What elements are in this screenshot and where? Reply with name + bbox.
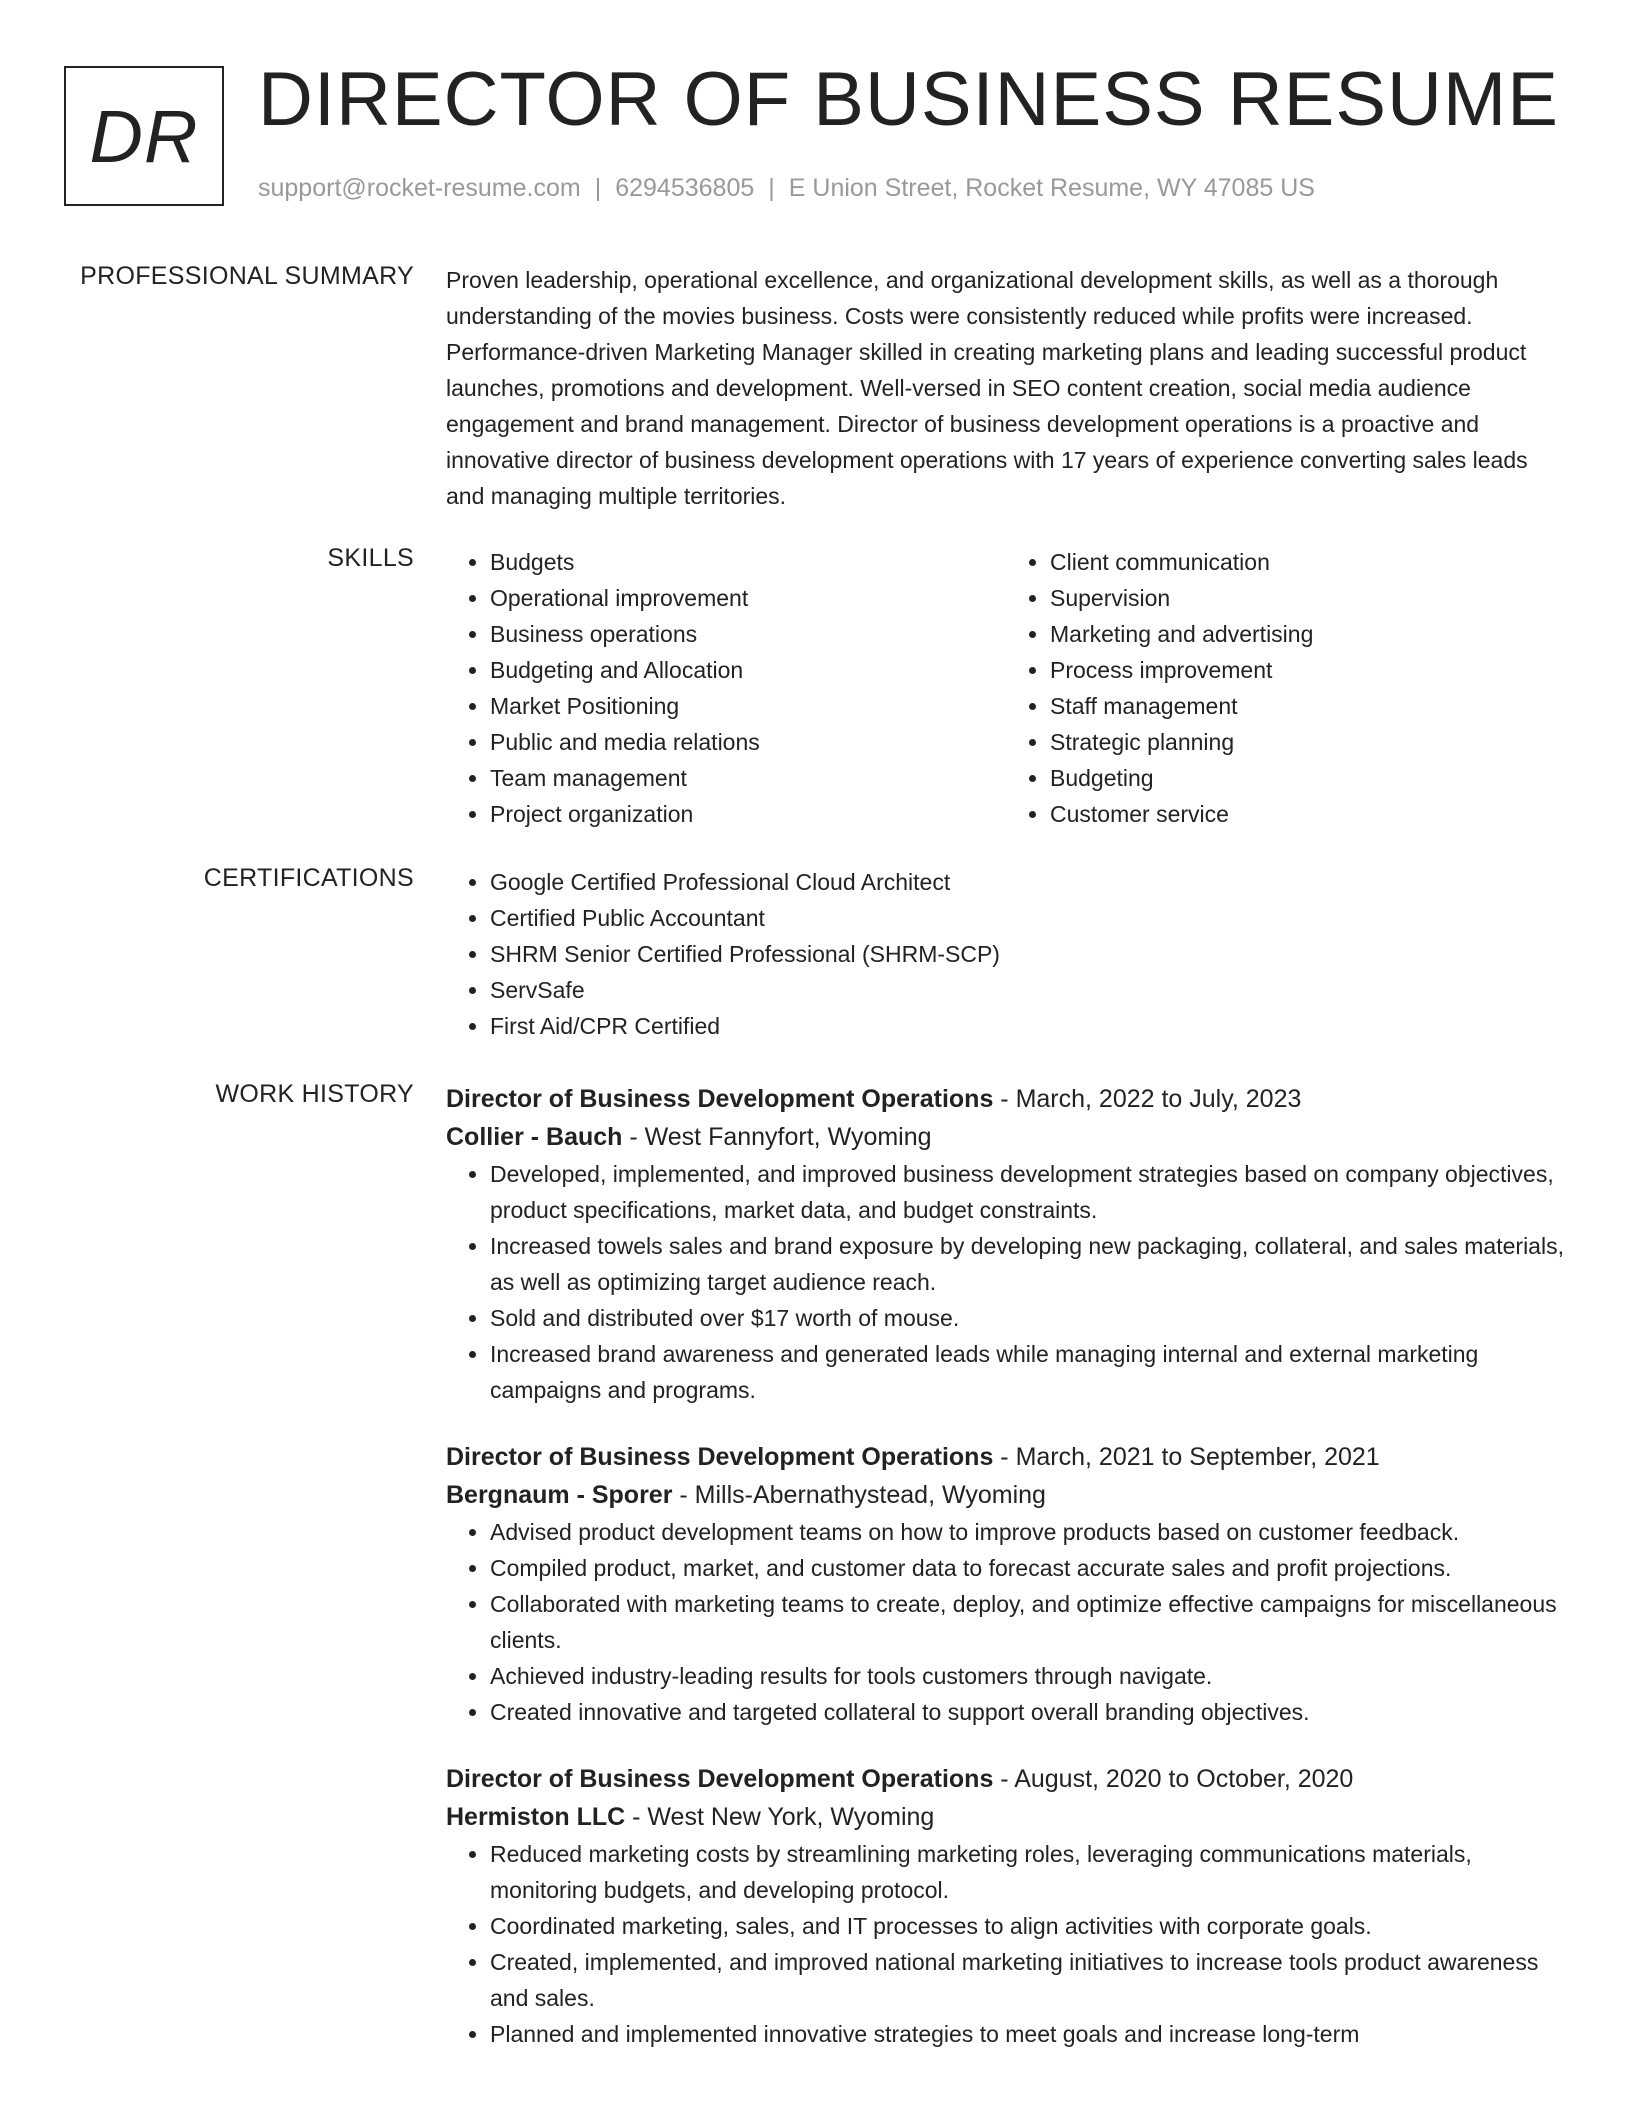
- job-dates: - August, 2020 to October, 2020: [993, 1765, 1354, 1793]
- job-bullet: • Increased towels sales and brand exposure by developing new packaging, collateral, and sales materials, as well as optimizing target audience reach.: [490, 1228, 1566, 1300]
- job-title-line: [446, 1080, 1566, 1118]
- skills-heading: SKILLS: [327, 544, 414, 572]
- certification-item: • SHRM Senior Certified Professional (SHRM-SCP): [490, 936, 1566, 972]
- job-title: Director of Business Development Operations: [446, 1765, 994, 1793]
- skill-item: • Strategic planning: [1050, 724, 1566, 760]
- job-title: Director of Business Development Operations: [446, 1443, 994, 1471]
- skill-item: • Marketing and advertising: [1050, 616, 1566, 652]
- certification-item: • Certified Public Accountant: [490, 900, 1566, 936]
- skill-item: • Market Positioning: [490, 688, 1006, 724]
- job-entry: [446, 1080, 1566, 1408]
- summary-text: Proven leadership, operational excellence, and organizational development skills, as well as a thorough understanding of the movies business. Costs were consistently reduced while profits were increased. Performance-driven Marketing Manager skilled in creating marketing plans and leading successful product launches, promotions and development. Well-versed in SEO content creation, social media audience engagement and brand management. Director of business development operations is a proactive and innovative director of business development operations with 17 years of experience converting sales leads and managing multiple territories.: [446, 267, 1528, 509]
- contact-separator: |: [594, 174, 602, 202]
- job-company-line: [446, 1798, 1566, 1836]
- certifications-heading: CERTIFICATIONS: [203, 864, 414, 892]
- job-title: Director of Business Development Operations: [446, 1085, 994, 1113]
- skill-item: • Project organization: [490, 796, 1006, 832]
- certification-item: • Google Certified Professional Cloud Architect: [490, 864, 1566, 900]
- job-bullet: • Developed, implemented, and improved business development strategies based on company objectives, product specifications, market data, and budget constraints.: [490, 1156, 1566, 1228]
- skill-item: • Budgets: [490, 544, 1006, 580]
- job-location: - West New York, Wyoming: [625, 1803, 935, 1831]
- job-bullet: • Increased brand awareness and generated leads while managing internal and external marketing campaigns and programs.: [490, 1336, 1566, 1408]
- work-history-body: [446, 1080, 1566, 2082]
- job-entry: [446, 1760, 1566, 2052]
- resume-title: DIRECTOR OF BUSINESS RESUME: [258, 57, 1559, 142]
- job-company: Collier - Bauch: [446, 1123, 623, 1151]
- skills-body: [446, 544, 1566, 832]
- job-dates: - March, 2021 to September, 2021: [993, 1443, 1380, 1471]
- certification-item: • ServSafe: [490, 972, 1566, 1008]
- job-location: - West Fannyfort, Wyoming: [622, 1123, 932, 1151]
- job-dates: - March, 2022 to July, 2023: [993, 1085, 1302, 1113]
- job-title-line: [446, 1438, 1566, 1476]
- job-bullet: • Created, implemented, and improved national marketing initiatives to increase tools product awareness and sales.: [490, 1944, 1566, 2016]
- job-entry: [446, 1438, 1566, 1730]
- job-bullet: • Reduced marketing costs by streamlining marketing roles, leveraging communications materials, monitoring budgets, and developing protocol.: [490, 1836, 1566, 1908]
- job-bullet: • Coordinated marketing, sales, and IT processes to align activities with corporate goals.: [490, 1908, 1566, 1944]
- monogram-badge: DR: [64, 66, 224, 206]
- certifications-list: [446, 864, 1566, 1044]
- skill-item: • Client communication: [1050, 544, 1566, 580]
- job-bullets: [446, 1156, 1566, 1408]
- job-title-line: [446, 1760, 1566, 1798]
- skills-list-left: [446, 544, 1006, 832]
- job-company: Bergnaum - Sporer: [446, 1481, 673, 1509]
- job-bullets: [446, 1514, 1566, 1730]
- skill-item: • Public and media relations: [490, 724, 1006, 760]
- job-company-line: [446, 1476, 1566, 1514]
- skill-item: • Business operations: [490, 616, 1006, 652]
- contact-email: support@rocket-resume.com: [258, 174, 581, 202]
- job-bullet: • Advised product development teams on how to improve products based on customer feedback.: [490, 1514, 1566, 1550]
- job-bullet: • Collaborated with marketing teams to create, deploy, and optimize effective campaigns for miscellaneous clients.: [490, 1586, 1566, 1658]
- job-bullets: [446, 1836, 1566, 2052]
- job-bullet: • Achieved industry-leading results for tools customers through navigate.: [490, 1658, 1566, 1694]
- skills-list-right: [1006, 544, 1566, 832]
- summary-body: [446, 262, 1566, 514]
- skill-item: • Supervision: [1050, 580, 1566, 616]
- skill-item: • Process improvement: [1050, 652, 1566, 688]
- job-bullet: • Created innovative and targeted collateral to support overall branding objectives.: [490, 1694, 1566, 1730]
- skill-item: • Budgeting and Allocation: [490, 652, 1006, 688]
- skill-item: • Team management: [490, 760, 1006, 796]
- job-company-line: [446, 1118, 1566, 1156]
- skill-item: • Staff management: [1050, 688, 1566, 724]
- skill-item: • Operational improvement: [490, 580, 1006, 616]
- job-bullet: • Sold and distributed over $17 worth of mouse.: [490, 1300, 1566, 1336]
- skill-item: • Customer service: [1050, 796, 1566, 832]
- certification-item: • First Aid/CPR Certified: [490, 1008, 1566, 1044]
- certifications-body: [446, 864, 1566, 1044]
- job-location: - Mills-Abernathystead, Wyoming: [672, 1481, 1046, 1509]
- summary-heading: PROFESSIONAL SUMMARY: [80, 262, 414, 290]
- contact-address: E Union Street, Rocket Resume, WY 47085 US: [788, 174, 1315, 202]
- job-bullet: • Compiled product, market, and customer data to forecast accurate sales and profit projections.: [490, 1550, 1566, 1586]
- job-bullet: • Planned and implemented innovative strategies to meet goals and increase long-term: [490, 2016, 1566, 2052]
- contact-phone: 6294536805: [615, 174, 755, 202]
- contact-line: [258, 174, 1315, 203]
- contact-separator: |: [768, 174, 775, 202]
- skill-item: • Budgeting: [1050, 760, 1566, 796]
- job-company: Hermiston LLC: [446, 1803, 626, 1831]
- work-history-heading: WORK HISTORY: [215, 1080, 414, 1108]
